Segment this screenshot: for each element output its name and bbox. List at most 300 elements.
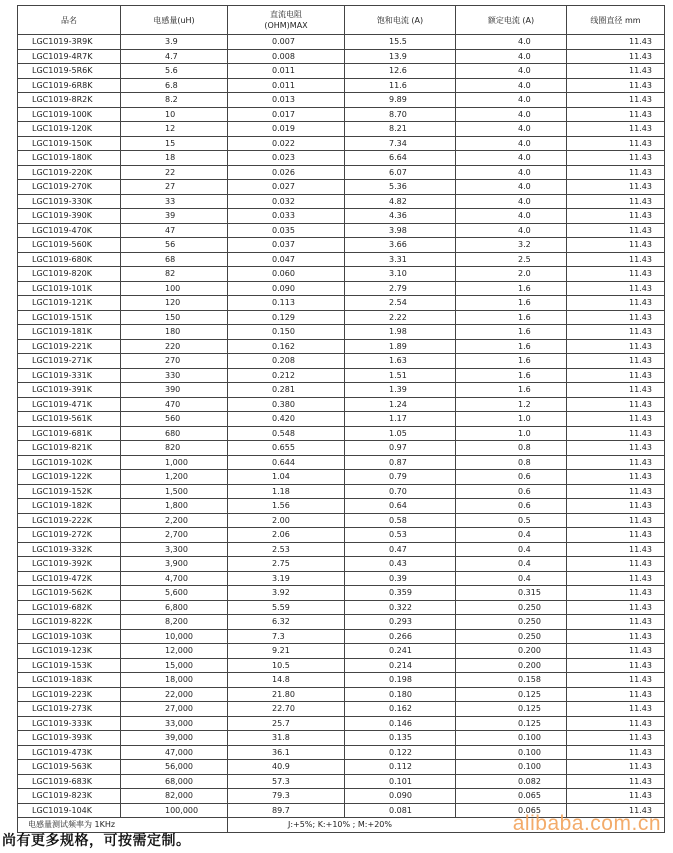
- cell-part-name: LGC1019-331K: [18, 368, 121, 383]
- cell-rated-current: 0.125: [456, 687, 567, 702]
- cell-coil-diameter: 11.43: [567, 745, 665, 760]
- table-row: [18, 107, 665, 122]
- cell-part-name: LGC1019-5R6K: [18, 64, 121, 79]
- cell-dc-resistance: 0.033: [228, 209, 345, 224]
- cell-part-name: LGC1019-681K: [18, 426, 121, 441]
- cell-dc-resistance: 25.7: [228, 716, 345, 731]
- cell-coil-diameter: 11.43: [567, 223, 665, 238]
- cell-rated-current: 0.200: [456, 658, 567, 673]
- cell-saturation-current: 0.112: [345, 760, 456, 775]
- cell-saturation-current: 0.53: [345, 528, 456, 543]
- cell-rated-current: 1.6: [456, 339, 567, 354]
- cell-coil-diameter: 11.43: [567, 557, 665, 572]
- cell-saturation-current: 1.98: [345, 325, 456, 340]
- cell-part-name: LGC1019-471K: [18, 397, 121, 412]
- cell-rated-current: 0.125: [456, 716, 567, 731]
- cell-coil-diameter: 11.43: [567, 426, 665, 441]
- cell-part-name: LGC1019-682K: [18, 600, 121, 615]
- cell-inductance: 15,000: [121, 658, 228, 673]
- cell-part-name: LGC1019-104K: [18, 803, 121, 818]
- cell-part-name: LGC1019-3R9K: [18, 35, 121, 50]
- table-row: [18, 223, 665, 238]
- table-row: [18, 252, 665, 267]
- table-row: [18, 629, 665, 644]
- inductor-spec-table: [17, 5, 665, 833]
- cell-inductance: 1,800: [121, 499, 228, 514]
- cell-inductance: 680: [121, 426, 228, 441]
- cell-coil-diameter: 11.43: [567, 658, 665, 673]
- cell-rated-current: 1.6: [456, 281, 567, 296]
- cell-rated-current: 1.2: [456, 397, 567, 412]
- cell-inductance: 560: [121, 412, 228, 427]
- cell-coil-diameter: 11.43: [567, 600, 665, 615]
- cell-coil-diameter: 11.43: [567, 383, 665, 398]
- table-row: [18, 542, 665, 557]
- cell-part-name: LGC1019-123K: [18, 644, 121, 659]
- cell-saturation-current: 2.54: [345, 296, 456, 311]
- cell-rated-current: 4.0: [456, 64, 567, 79]
- cell-inductance: 3,900: [121, 557, 228, 572]
- table-row: [18, 760, 665, 775]
- cell-inductance: 12: [121, 122, 228, 137]
- cell-coil-diameter: 11.43: [567, 339, 665, 354]
- cell-saturation-current: 0.293: [345, 615, 456, 630]
- cell-inductance: 1,500: [121, 484, 228, 499]
- header-part-name: 品名: [18, 6, 121, 35]
- cell-rated-current: 1.6: [456, 310, 567, 325]
- table-row: [18, 165, 665, 180]
- cell-part-name: LGC1019-560K: [18, 238, 121, 253]
- cell-rated-current: 0.8: [456, 455, 567, 470]
- cell-part-name: LGC1019-220K: [18, 165, 121, 180]
- cell-rated-current: 0.082: [456, 774, 567, 789]
- cell-rated-current: 0.100: [456, 731, 567, 746]
- cell-dc-resistance: 0.060: [228, 267, 345, 282]
- cell-dc-resistance: 0.113: [228, 296, 345, 311]
- cell-inductance: 18,000: [121, 673, 228, 688]
- cell-dc-resistance: 0.017: [228, 107, 345, 122]
- cell-inductance: 150: [121, 310, 228, 325]
- cell-inductance: 18: [121, 151, 228, 166]
- cell-coil-diameter: 11.43: [567, 397, 665, 412]
- cell-inductance: 820: [121, 441, 228, 456]
- table-row: [18, 571, 665, 586]
- cell-inductance: 5.6: [121, 64, 228, 79]
- cell-rated-current: 3.2: [456, 238, 567, 253]
- cell-saturation-current: 0.322: [345, 600, 456, 615]
- cell-part-name: LGC1019-221K: [18, 339, 121, 354]
- cell-coil-diameter: 11.43: [567, 702, 665, 717]
- cell-part-name: LGC1019-821K: [18, 441, 121, 456]
- cell-dc-resistance: 0.026: [228, 165, 345, 180]
- cell-inductance: 2,700: [121, 528, 228, 543]
- table-row: [18, 397, 665, 412]
- table-row: [18, 455, 665, 470]
- cell-dc-resistance: 3.92: [228, 586, 345, 601]
- cell-part-name: LGC1019-392K: [18, 557, 121, 572]
- cell-part-name: LGC1019-121K: [18, 296, 121, 311]
- cell-saturation-current: 0.162: [345, 702, 456, 717]
- cell-rated-current: 4.0: [456, 93, 567, 108]
- cell-saturation-current: 0.359: [345, 586, 456, 601]
- cell-coil-diameter: 11.43: [567, 93, 665, 108]
- cell-dc-resistance: 0.011: [228, 64, 345, 79]
- cell-coil-diameter: 11.43: [567, 615, 665, 630]
- table-row: [18, 615, 665, 630]
- cell-rated-current: 4.0: [456, 136, 567, 151]
- cell-dc-resistance: 3.19: [228, 571, 345, 586]
- table-row: [18, 296, 665, 311]
- cell-rated-current: 1.6: [456, 325, 567, 340]
- cell-inductance: 1,000: [121, 455, 228, 470]
- table-row: [18, 513, 665, 528]
- cell-coil-diameter: 11.43: [567, 194, 665, 209]
- cell-inductance: 220: [121, 339, 228, 354]
- cell-part-name: LGC1019-820K: [18, 267, 121, 282]
- cell-part-name: LGC1019-272K: [18, 528, 121, 543]
- cell-coil-diameter: 11.43: [567, 252, 665, 267]
- cell-dc-resistance: 0.047: [228, 252, 345, 267]
- cell-dc-resistance: 2.06: [228, 528, 345, 543]
- cell-inductance: 56: [121, 238, 228, 253]
- cell-saturation-current: 8.21: [345, 122, 456, 137]
- cell-rated-current: 4.0: [456, 223, 567, 238]
- cell-rated-current: 4.0: [456, 35, 567, 50]
- cell-coil-diameter: 11.43: [567, 49, 665, 64]
- cell-inductance: 22: [121, 165, 228, 180]
- cell-rated-current: 0.250: [456, 600, 567, 615]
- cell-part-name: LGC1019-390K: [18, 209, 121, 224]
- cell-saturation-current: 0.43: [345, 557, 456, 572]
- cell-saturation-current: 1.51: [345, 368, 456, 383]
- cell-saturation-current: 0.47: [345, 542, 456, 557]
- cell-rated-current: 0.200: [456, 644, 567, 659]
- cell-inductance: 8,200: [121, 615, 228, 630]
- cell-saturation-current: 3.66: [345, 238, 456, 253]
- cell-part-name: LGC1019-470K: [18, 223, 121, 238]
- cell-saturation-current: 0.64: [345, 499, 456, 514]
- cell-part-name: LGC1019-561K: [18, 412, 121, 427]
- cell-part-name: LGC1019-683K: [18, 774, 121, 789]
- cell-part-name: LGC1019-101K: [18, 281, 121, 296]
- cell-dc-resistance: 89.7: [228, 803, 345, 818]
- cell-saturation-current: 1.63: [345, 354, 456, 369]
- cell-dc-resistance: 0.548: [228, 426, 345, 441]
- cell-saturation-current: 0.135: [345, 731, 456, 746]
- cell-coil-diameter: 11.43: [567, 180, 665, 195]
- cell-coil-diameter: 11.43: [567, 107, 665, 122]
- cell-saturation-current: 1.17: [345, 412, 456, 427]
- cell-coil-diameter: 11.43: [567, 470, 665, 485]
- cell-dc-resistance: 2.00: [228, 513, 345, 528]
- cell-part-name: LGC1019-333K: [18, 716, 121, 731]
- cell-dc-resistance: 40.9: [228, 760, 345, 775]
- table-row: [18, 470, 665, 485]
- cell-inductance: 15: [121, 136, 228, 151]
- cell-part-name: LGC1019-120K: [18, 122, 121, 137]
- cell-inductance: 82: [121, 267, 228, 282]
- cell-dc-resistance: 0.032: [228, 194, 345, 209]
- table-row: [18, 368, 665, 383]
- cell-part-name: LGC1019-472K: [18, 571, 121, 586]
- cell-coil-diameter: 11.43: [567, 412, 665, 427]
- cell-rated-current: 4.0: [456, 151, 567, 166]
- table-row: [18, 745, 665, 760]
- cell-inductance: 82,000: [121, 789, 228, 804]
- cell-part-name: LGC1019-391K: [18, 383, 121, 398]
- cell-saturation-current: 15.5: [345, 35, 456, 50]
- table-row: [18, 339, 665, 354]
- cell-part-name: LGC1019-822K: [18, 615, 121, 630]
- table-row: [18, 310, 665, 325]
- cell-rated-current: 4.0: [456, 209, 567, 224]
- header-dc-resistance: 直流电阻 (OHM)MAX: [228, 6, 345, 35]
- table-row: [18, 354, 665, 369]
- cell-dc-resistance: 5.59: [228, 600, 345, 615]
- cell-part-name: LGC1019-182K: [18, 499, 121, 514]
- cell-inductance: 3.9: [121, 35, 228, 50]
- table-row: [18, 658, 665, 673]
- cell-coil-diameter: 11.43: [567, 774, 665, 789]
- cell-coil-diameter: 11.43: [567, 629, 665, 644]
- cell-rated-current: 0.100: [456, 760, 567, 775]
- cell-part-name: LGC1019-8R2K: [18, 93, 121, 108]
- cell-coil-diameter: 11.43: [567, 513, 665, 528]
- cell-saturation-current: 5.36: [345, 180, 456, 195]
- cell-inductance: 390: [121, 383, 228, 398]
- cell-saturation-current: 4.36: [345, 209, 456, 224]
- table-row: [18, 441, 665, 456]
- cell-rated-current: 0.100: [456, 745, 567, 760]
- table-row: [18, 789, 665, 804]
- cell-rated-current: 0.4: [456, 528, 567, 543]
- cell-rated-current: 0.4: [456, 542, 567, 557]
- table-body: [18, 35, 665, 818]
- cell-part-name: LGC1019-271K: [18, 354, 121, 369]
- cell-dc-resistance: 0.007: [228, 35, 345, 50]
- cell-rated-current: 1.0: [456, 426, 567, 441]
- cell-inductance: 56,000: [121, 760, 228, 775]
- cell-dc-resistance: 57.3: [228, 774, 345, 789]
- cell-rated-current: 1.6: [456, 368, 567, 383]
- cell-dc-resistance: 10.5: [228, 658, 345, 673]
- table-row: [18, 774, 665, 789]
- cell-part-name: LGC1019-823K: [18, 789, 121, 804]
- cell-coil-diameter: 11.43: [567, 586, 665, 601]
- cell-rated-current: 1.6: [456, 354, 567, 369]
- cell-part-name: LGC1019-223K: [18, 687, 121, 702]
- cell-dc-resistance: 6.32: [228, 615, 345, 630]
- cell-part-name: LGC1019-270K: [18, 180, 121, 195]
- cell-dc-resistance: 0.013: [228, 93, 345, 108]
- cell-coil-diameter: 11.43: [567, 151, 665, 166]
- cell-coil-diameter: 11.43: [567, 354, 665, 369]
- cell-inductance: 1,200: [121, 470, 228, 485]
- spec-sheet: [17, 5, 664, 833]
- cell-inductance: 270: [121, 354, 228, 369]
- cell-saturation-current: 3.98: [345, 223, 456, 238]
- cell-inductance: 39: [121, 209, 228, 224]
- cell-dc-resistance: 0.281: [228, 383, 345, 398]
- cell-saturation-current: 4.82: [345, 194, 456, 209]
- table-row: [18, 93, 665, 108]
- table-row: [18, 528, 665, 543]
- custom-order-note: 尚有更多规格，可按需定制。: [2, 833, 191, 849]
- cell-coil-diameter: 11.43: [567, 528, 665, 543]
- table-row: [18, 151, 665, 166]
- cell-inductance: 120: [121, 296, 228, 311]
- cell-saturation-current: 1.24: [345, 397, 456, 412]
- cell-inductance: 2,200: [121, 513, 228, 528]
- cell-saturation-current: 9.89: [345, 93, 456, 108]
- cell-coil-diameter: 11.43: [567, 644, 665, 659]
- cell-rated-current: 1.6: [456, 296, 567, 311]
- cell-part-name: LGC1019-6R8K: [18, 78, 121, 93]
- cell-coil-diameter: 11.43: [567, 165, 665, 180]
- table-row: [18, 49, 665, 64]
- cell-coil-diameter: 11.43: [567, 122, 665, 137]
- table-row: [18, 35, 665, 50]
- cell-coil-diameter: 11.43: [567, 716, 665, 731]
- cell-rated-current: 0.315: [456, 586, 567, 601]
- cell-part-name: LGC1019-103K: [18, 629, 121, 644]
- cell-saturation-current: 0.87: [345, 455, 456, 470]
- cell-inductance: 33: [121, 194, 228, 209]
- cell-rated-current: 4.0: [456, 78, 567, 93]
- cell-part-name: LGC1019-100K: [18, 107, 121, 122]
- cell-inductance: 4,700: [121, 571, 228, 586]
- cell-inductance: 100: [121, 281, 228, 296]
- cell-coil-diameter: 11.43: [567, 281, 665, 296]
- header-saturation-current: 饱和电流 (A): [345, 6, 456, 35]
- cell-inductance: 12,000: [121, 644, 228, 659]
- cell-saturation-current: 3.31: [345, 252, 456, 267]
- cell-saturation-current: 6.07: [345, 165, 456, 180]
- cell-rated-current: 0.065: [456, 789, 567, 804]
- cell-dc-resistance: 0.420: [228, 412, 345, 427]
- cell-part-name: LGC1019-222K: [18, 513, 121, 528]
- cell-rated-current: 0.065: [456, 803, 567, 818]
- cell-saturation-current: 2.22: [345, 310, 456, 325]
- cell-part-name: LGC1019-563K: [18, 760, 121, 775]
- cell-saturation-current: 0.266: [345, 629, 456, 644]
- cell-dc-resistance: 0.023: [228, 151, 345, 166]
- table-row: [18, 412, 665, 427]
- cell-dc-resistance: 7.3: [228, 629, 345, 644]
- cell-rated-current: 0.158: [456, 673, 567, 688]
- cell-part-name: LGC1019-393K: [18, 731, 121, 746]
- cell-dc-resistance: 79.3: [228, 789, 345, 804]
- cell-coil-diameter: 11.43: [567, 571, 665, 586]
- cell-part-name: LGC1019-153K: [18, 658, 121, 673]
- cell-rated-current: 1.0: [456, 412, 567, 427]
- cell-rated-current: 4.0: [456, 194, 567, 209]
- cell-part-name: LGC1019-332K: [18, 542, 121, 557]
- cell-inductance: 68: [121, 252, 228, 267]
- table-row: [18, 209, 665, 224]
- cell-saturation-current: 0.214: [345, 658, 456, 673]
- cell-rated-current: 0.6: [456, 499, 567, 514]
- cell-saturation-current: 11.6: [345, 78, 456, 93]
- cell-saturation-current: 0.39: [345, 571, 456, 586]
- cell-part-name: LGC1019-473K: [18, 745, 121, 760]
- cell-saturation-current: 1.89: [345, 339, 456, 354]
- cell-coil-diameter: 11.43: [567, 687, 665, 702]
- cell-part-name: LGC1019-562K: [18, 586, 121, 601]
- table-row: [18, 499, 665, 514]
- table-row: [18, 325, 665, 340]
- cell-coil-diameter: 11.43: [567, 238, 665, 253]
- cell-rated-current: 4.0: [456, 49, 567, 64]
- cell-rated-current: 2.0: [456, 267, 567, 282]
- cell-saturation-current: 7.34: [345, 136, 456, 151]
- cell-rated-current: 4.0: [456, 180, 567, 195]
- cell-saturation-current: 8.70: [345, 107, 456, 122]
- cell-dc-resistance: 1.04: [228, 470, 345, 485]
- cell-saturation-current: 0.198: [345, 673, 456, 688]
- cell-part-name: LGC1019-180K: [18, 151, 121, 166]
- cell-inductance: 10,000: [121, 629, 228, 644]
- cell-rated-current: 0.250: [456, 629, 567, 644]
- cell-inductance: 10: [121, 107, 228, 122]
- cell-rated-current: 0.6: [456, 484, 567, 499]
- cell-inductance: 6,800: [121, 600, 228, 615]
- table-row: [18, 426, 665, 441]
- table-row: [18, 731, 665, 746]
- cell-dc-resistance: 1.56: [228, 499, 345, 514]
- cell-coil-diameter: 11.43: [567, 542, 665, 557]
- cell-dc-resistance: 9.21: [228, 644, 345, 659]
- cell-dc-resistance: 0.208: [228, 354, 345, 369]
- cell-coil-diameter: 11.43: [567, 64, 665, 79]
- table-row: [18, 716, 665, 731]
- cell-part-name: LGC1019-122K: [18, 470, 121, 485]
- test-frequency-note: 电感量测试频率为 1KHz: [18, 818, 228, 833]
- cell-rated-current: 0.4: [456, 557, 567, 572]
- cell-inductance: 3,300: [121, 542, 228, 557]
- header-coil-diameter: 线圈直径 mm: [567, 6, 665, 35]
- table-row: [18, 238, 665, 253]
- table-row: [18, 78, 665, 93]
- cell-coil-diameter: 11.43: [567, 267, 665, 282]
- header-rated-current: 额定电流 (A): [456, 6, 567, 35]
- cell-dc-resistance: 0.008: [228, 49, 345, 64]
- cell-inductance: 68,000: [121, 774, 228, 789]
- cell-dc-resistance: 0.150: [228, 325, 345, 340]
- cell-inductance: 27: [121, 180, 228, 195]
- cell-part-name: LGC1019-151K: [18, 310, 121, 325]
- table-row: [18, 281, 665, 296]
- table-row: [18, 136, 665, 151]
- cell-dc-resistance: 2.53: [228, 542, 345, 557]
- table-row: [18, 484, 665, 499]
- table-row: [18, 600, 665, 615]
- cell-inductance: 22,000: [121, 687, 228, 702]
- cell-rated-current: 2.5: [456, 252, 567, 267]
- table-row: [18, 702, 665, 717]
- watermark: alibaba.com.cn: [512, 812, 661, 835]
- table-row: [18, 64, 665, 79]
- cell-coil-diameter: 11.43: [567, 296, 665, 311]
- header-row: [18, 6, 665, 35]
- cell-inductance: 5,600: [121, 586, 228, 601]
- cell-dc-resistance: 31.8: [228, 731, 345, 746]
- cell-coil-diameter: 11.43: [567, 441, 665, 456]
- cell-dc-resistance: 36.1: [228, 745, 345, 760]
- cell-saturation-current: 0.241: [345, 644, 456, 659]
- cell-inductance: 6.8: [121, 78, 228, 93]
- cell-dc-resistance: 0.037: [228, 238, 345, 253]
